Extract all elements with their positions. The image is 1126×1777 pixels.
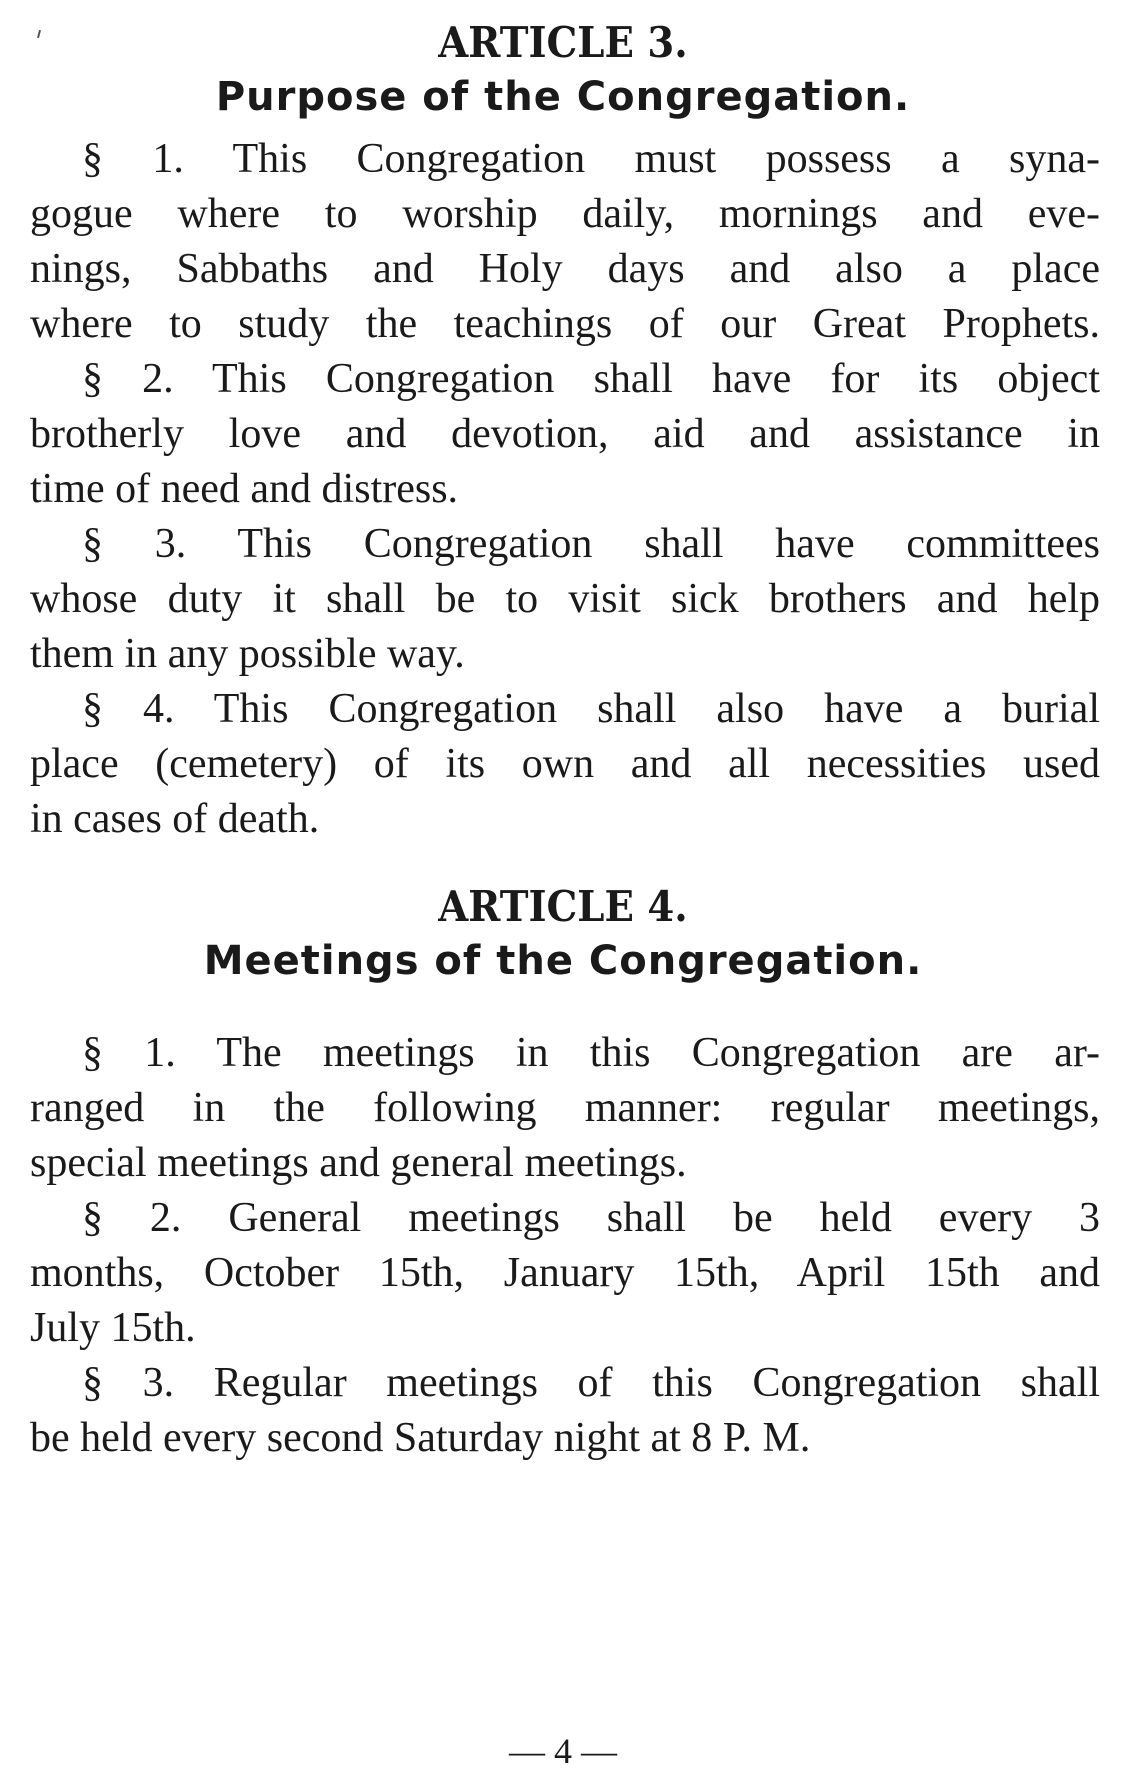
article-3-section-2-line: time of need and distress.: [30, 466, 459, 512]
article-4-section-3-line: § 3. Regular meetings of this Congregation shall: [82, 1360, 1100, 1406]
article-3-section-1-line: gogue where to worship daily, mornings and eve-: [30, 191, 1100, 237]
article-3-section-3-line: whose duty it shall be to visit sick brothers and help: [30, 576, 1100, 622]
article-3-section-2-line: brotherly love and devotion, aid and assistance in: [30, 411, 1100, 457]
article-3-section-3-line: § 3. This Congregation shall have committees: [82, 521, 1100, 567]
article-3-section-1-line: § 1. This Congregation must possess a syna-: [82, 136, 1100, 182]
scan-speck: [37, 30, 41, 38]
article-4-subtitle: Meetings of the Congregation.: [203, 938, 923, 984]
article-3-title: ARTICLE 3.: [438, 18, 688, 67]
article-3-section-3-line: them in any possible way.: [30, 631, 465, 677]
article-4-section-1-line: § 1. The meetings in this Congregation are ar-: [82, 1030, 1100, 1076]
article-3-subtitle: Purpose of the Congregation.: [215, 74, 911, 120]
page-number: — 4 —: [509, 1731, 617, 1771]
article-3-section-1-line: where to study the teachings of our Great Prophets.: [30, 301, 1100, 347]
article-4-title: ARTICLE 4.: [438, 882, 688, 931]
article-3-section-4-line: in cases of death.: [30, 796, 320, 842]
article-4-section-1-line: special meetings and general meetings.: [30, 1140, 687, 1186]
article-4-section-1-line: ranged in the following manner: regular meetings,: [30, 1085, 1100, 1131]
article-3-section-1-line: nings, Sabbaths and Holy days and also a place: [30, 246, 1100, 292]
article-3-section-4-line: § 4. This Congregation shall also have a burial: [82, 686, 1100, 732]
article-4-section-2-line: July 15th.: [30, 1305, 196, 1351]
article-4-section-2-line: months, October 15th, January 15th, April 15th and: [30, 1250, 1100, 1296]
article-3-section-2-line: § 2. This Congregation shall have for its object: [82, 356, 1100, 402]
article-3-section-4-line: place (cemetery) of its own and all necessities used: [30, 741, 1100, 787]
article-4-section-2-line: § 2. General meetings shall be held every 3: [82, 1195, 1100, 1241]
article-4-section-3-line: be held every second Saturday night at 8 P. M.: [30, 1415, 811, 1461]
